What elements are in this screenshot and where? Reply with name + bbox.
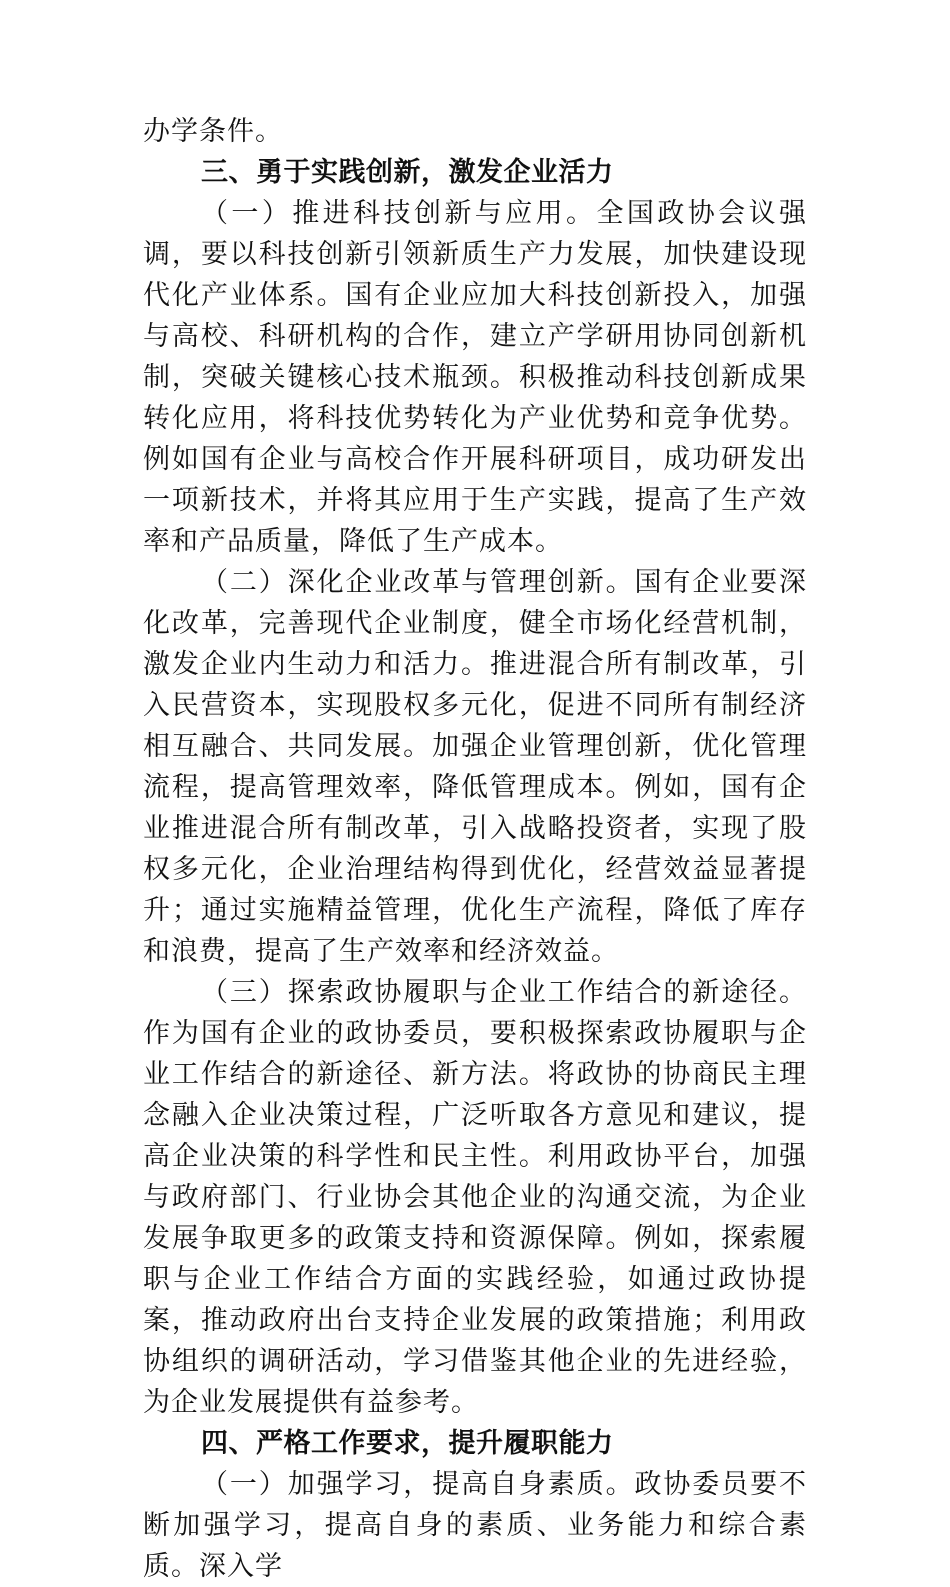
subsection-title-4-1: （一）加强学习，提高自身素质。 xyxy=(201,1469,635,1500)
subsection-title-3-3: （三）探索政协履职与企业工作结合的新途径。 xyxy=(201,977,807,1008)
paragraph-3-1 xyxy=(143,193,807,562)
paragraph-text-4-1: 政协委员要不断加强学习，提高自身的素质、业务能力和综合素质。深入学 xyxy=(143,1469,807,1582)
paragraph-3-3 xyxy=(143,972,807,1423)
subsection-title-3-2: （二）深化企业改革与管理创新。 xyxy=(201,567,635,598)
paragraph-4-1 xyxy=(143,1464,807,1587)
paragraph-text-3-2: 国有企业要深化改革，完善现代企业制度，健全市场化经营机制，激发企业内生动力和活力。推进混合所有制改革，引入民营资本，实现股权多元化，促进不同所有制经济相互融合、共同发展。加强企业管理创新，优化管理流程，提高管理效率，降低管理成本。例如，国有企业推进混合所有制改革，引入战略投资者，实现了股权多元化，企业治理结构得到优化，经营效益显著提升；通过实施精益管理，优化生产流程，降低了库存和浪费，提高了生产效率和经济效益。 xyxy=(143,567,807,967)
paragraph-3-2 xyxy=(143,562,807,972)
section-heading-4: 四、严格工作要求，提升履职能力 xyxy=(201,1428,614,1459)
paragraph-continuation: 办学条件。 xyxy=(143,116,283,147)
paragraph-text-3-3: 作为国有企业的政协委员，要积极探索政协履职与企业工作结合的新途径、新方法。将政协的协商民主理念融入企业决策过程，广泛听取各方意见和建议，提高企业决策的科学性和民主性。利用政协平台，加强与政府部门、行业协会其他企业的沟通交流，为企业发展争取更多的政策支持和资源保障。例如，探索履职与企业工作结合方面的实践经验，如通过政协提案，推动政府出台支持企业发展的政策措施；利用政协组织的调研活动，学习借鉴其他企业的先进经验，为企业发展提供有益参考。 xyxy=(143,1018,807,1418)
paragraph-text-3-1: 全国政协会议强调，要以科技创新引领新质生产力发展，加快建设现代化产业体系。国有企业应加大科技创新投入，加强与高校、科研机构的合作，建立产学研用协同创新机制，突破关键核心技术瓶颈。积极推动科技创新成果转化应用，将科技优势转化为产业优势和竞争优势。例如国有企业与高校合作开展科研项目，成功研发出一项新技术，并将其应用于生产实践，提高了生产效率和产品质量，降低了生产成本。 xyxy=(143,198,808,557)
document-body xyxy=(143,111,807,1587)
section-heading-3: 三、勇于实践创新，激发企业活力 xyxy=(201,157,614,188)
subsection-title-3-1: （一）推进科技创新与应用。 xyxy=(201,198,597,229)
